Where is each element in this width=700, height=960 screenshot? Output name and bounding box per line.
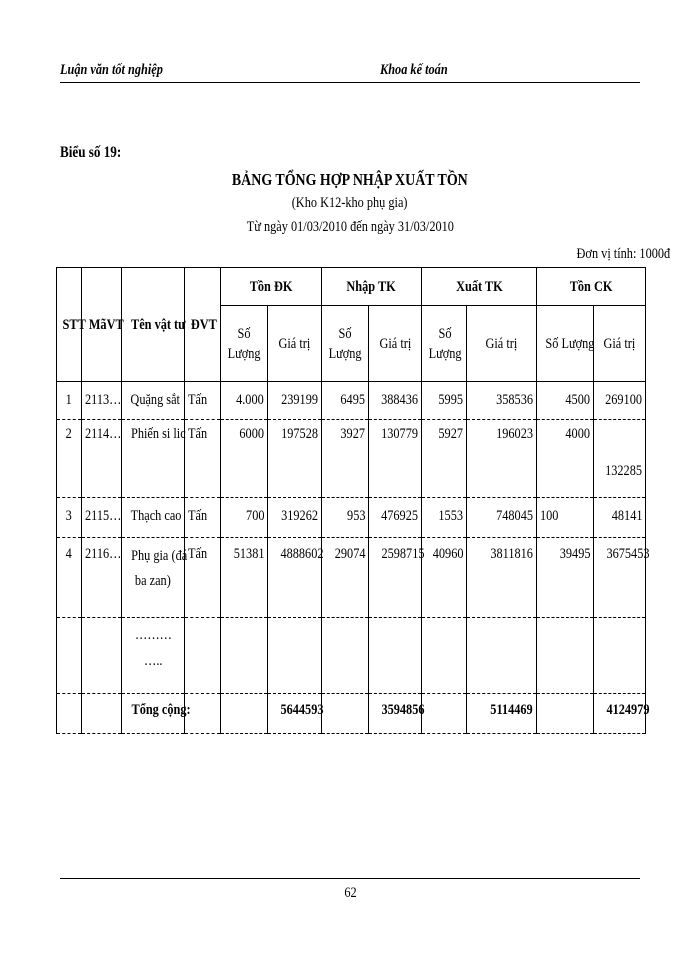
material-name-multiline: Phụ gia (đá ba zan) — [122, 538, 185, 618]
inventory-summary-table — [56, 267, 650, 734]
group-opening: Tồn ĐK — [221, 268, 322, 306]
col-uom: ĐVT — [185, 268, 221, 382]
group-closing: Tồn CK — [537, 268, 646, 306]
document-period: Từ ngày 01/03/2010 đến ngày 31/03/2010 — [246, 219, 454, 235]
col-closing-qty: Số Lượng — [537, 306, 594, 382]
header-rule — [60, 82, 640, 83]
col-code: MãVT — [82, 268, 122, 382]
document-subtitle: (Kho K12-kho phụ gia) — [292, 195, 408, 211]
unit-note: Đơn vị tính: 1000đ — [576, 246, 670, 262]
table-row: 3 2115… Thạch cao Tấn 700 319262 953 476925 1553 748045 100 48141 — [57, 498, 646, 538]
col-stt: STT — [57, 268, 82, 382]
group-import: Nhập TK — [322, 268, 422, 306]
col-name: Tên vật tư — [122, 268, 185, 382]
table-row: 2 2114… Phiến si lic Tấn 6000 197528 3927 130779 5927 196023 4000 132285 — [57, 420, 646, 498]
col-closing-value: Giá trị — [594, 306, 646, 382]
col-opening-qty: Số Lượng — [221, 306, 268, 382]
header-right: Khoa kế toán — [380, 62, 448, 78]
col-import-qty: Số Lượng — [322, 306, 369, 382]
page-number: 62 — [343, 885, 357, 901]
footer-rule — [60, 878, 640, 879]
table-row-ellipsis: ……… ….. — [57, 618, 646, 694]
table-row: 4 2116… Phụ gia (đá ba zan) Tấn 51381 4888602 29074 2598715 40960 3811816 39495 3675453 — [57, 538, 646, 618]
table-total-row: Tổng cộng: 5644593 3594856 5114469 4124979 — [57, 694, 646, 734]
col-opening-value: Giá trị — [268, 306, 322, 382]
form-number: Biểu số 19: — [60, 144, 122, 161]
col-export-value: Giá trị — [467, 306, 537, 382]
header-left: Luận văn tốt nghiệp — [60, 62, 163, 78]
table-row: 1 2113… Quặng sắt Tấn 4.000 239199 6495 388436 5995 358536 4500 269100 — [57, 382, 646, 420]
header-row-groups — [57, 268, 646, 306]
col-export-qty: Số Lượng — [422, 306, 467, 382]
group-export: Xuất TK — [422, 268, 537, 306]
document-title: BẢNG TỔNG HỢP NHẬP XUẤT TỒN — [232, 170, 468, 189]
col-import-value: Giá trị — [369, 306, 422, 382]
